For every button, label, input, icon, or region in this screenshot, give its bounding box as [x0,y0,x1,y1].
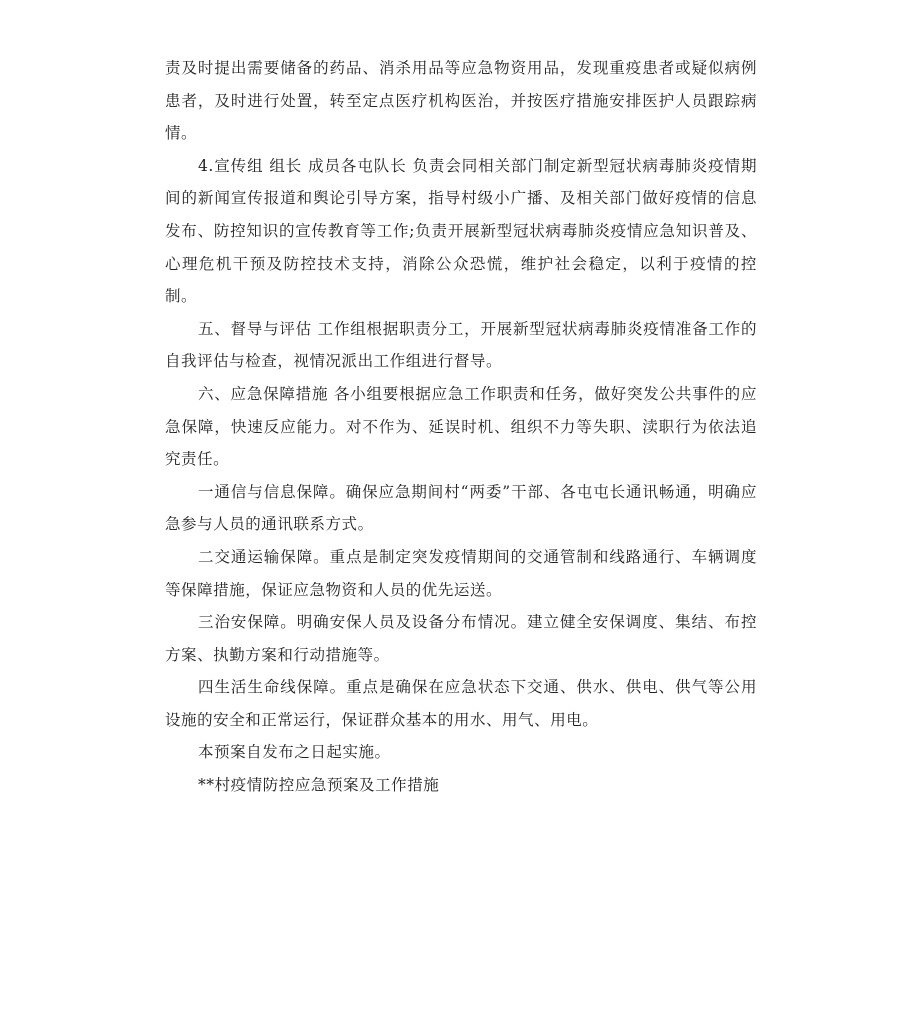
paragraph-security-guarantee: 三治安保障。明确安保人员及设备分布情况。建立健全安保调度、集结、布控方案、执勤方案和行动措施等。 [165,613,757,664]
paragraph-publicity-group: 4.宣传组 组长 成员各屯队长 负责会同相关部门制定新型冠状病毒肺炎疫情期间的新闻宣传报道和舆论引导方案，指导村级小广播、及相关部门做好疫情的信息发布、防控知识的宣传教育等工作;负责开展新型冠状病毒肺炎疫情应急知识普及、心理危机干预及防控技术支持，消除公众恐慌，维护社会稳定，以利于疫情的控制。 [165,156,757,306]
paragraph-next-title: **村疫情防控应急预案及工作措施 [198,776,440,795]
paragraph-medical-duty-continued: 责及时提出需要储备的药品、消杀用品等应急物资用品，发现重疫患者或疑似病例患者，及时进行处置，转至定点医疗机构医治，并按医疗措施安排医护人员跟踪病情。 [165,59,757,143]
paragraph-lifeline-guarantee: 四生活生命线保障。重点是确保在应急状态下交通、供水、供电、供气等公用设施的安全和正常运行，保证群众基本的用水、用气、用电。 [165,678,757,729]
paragraph-communication-guarantee: 一通信与信息保障。确保应急期间村“两委”干部、各屯屯长通讯畅通，明确应急参与人员的通讯联系方式。 [165,482,757,534]
paragraph-transport-guarantee: 二交通运输保障。重点是制定突发疫情期间的交通管制和线路通行、车辆调度等保障措施，保证应急物资和人员的优先运送。 [165,547,757,599]
document-body [165,52,757,802]
paragraph-effective-date: 本预案自发布之日起实施。 [198,743,391,762]
paragraph-supervision-evaluation: 五、督导与评估 工作组根据职责分工，开展新型冠状病毒肺炎疫情准备工作的自我评估与检查，视情况派出工作组进行督导。 [165,319,757,371]
paragraph-emergency-guarantee: 六、应急保障措施 各小组要根据应急工作职责和任务，做好突发公共事件的应急保障，快速反应能力。对不作为、延误时机、组织不力等失职、渎职行为依法追究责任。 [165,384,757,469]
